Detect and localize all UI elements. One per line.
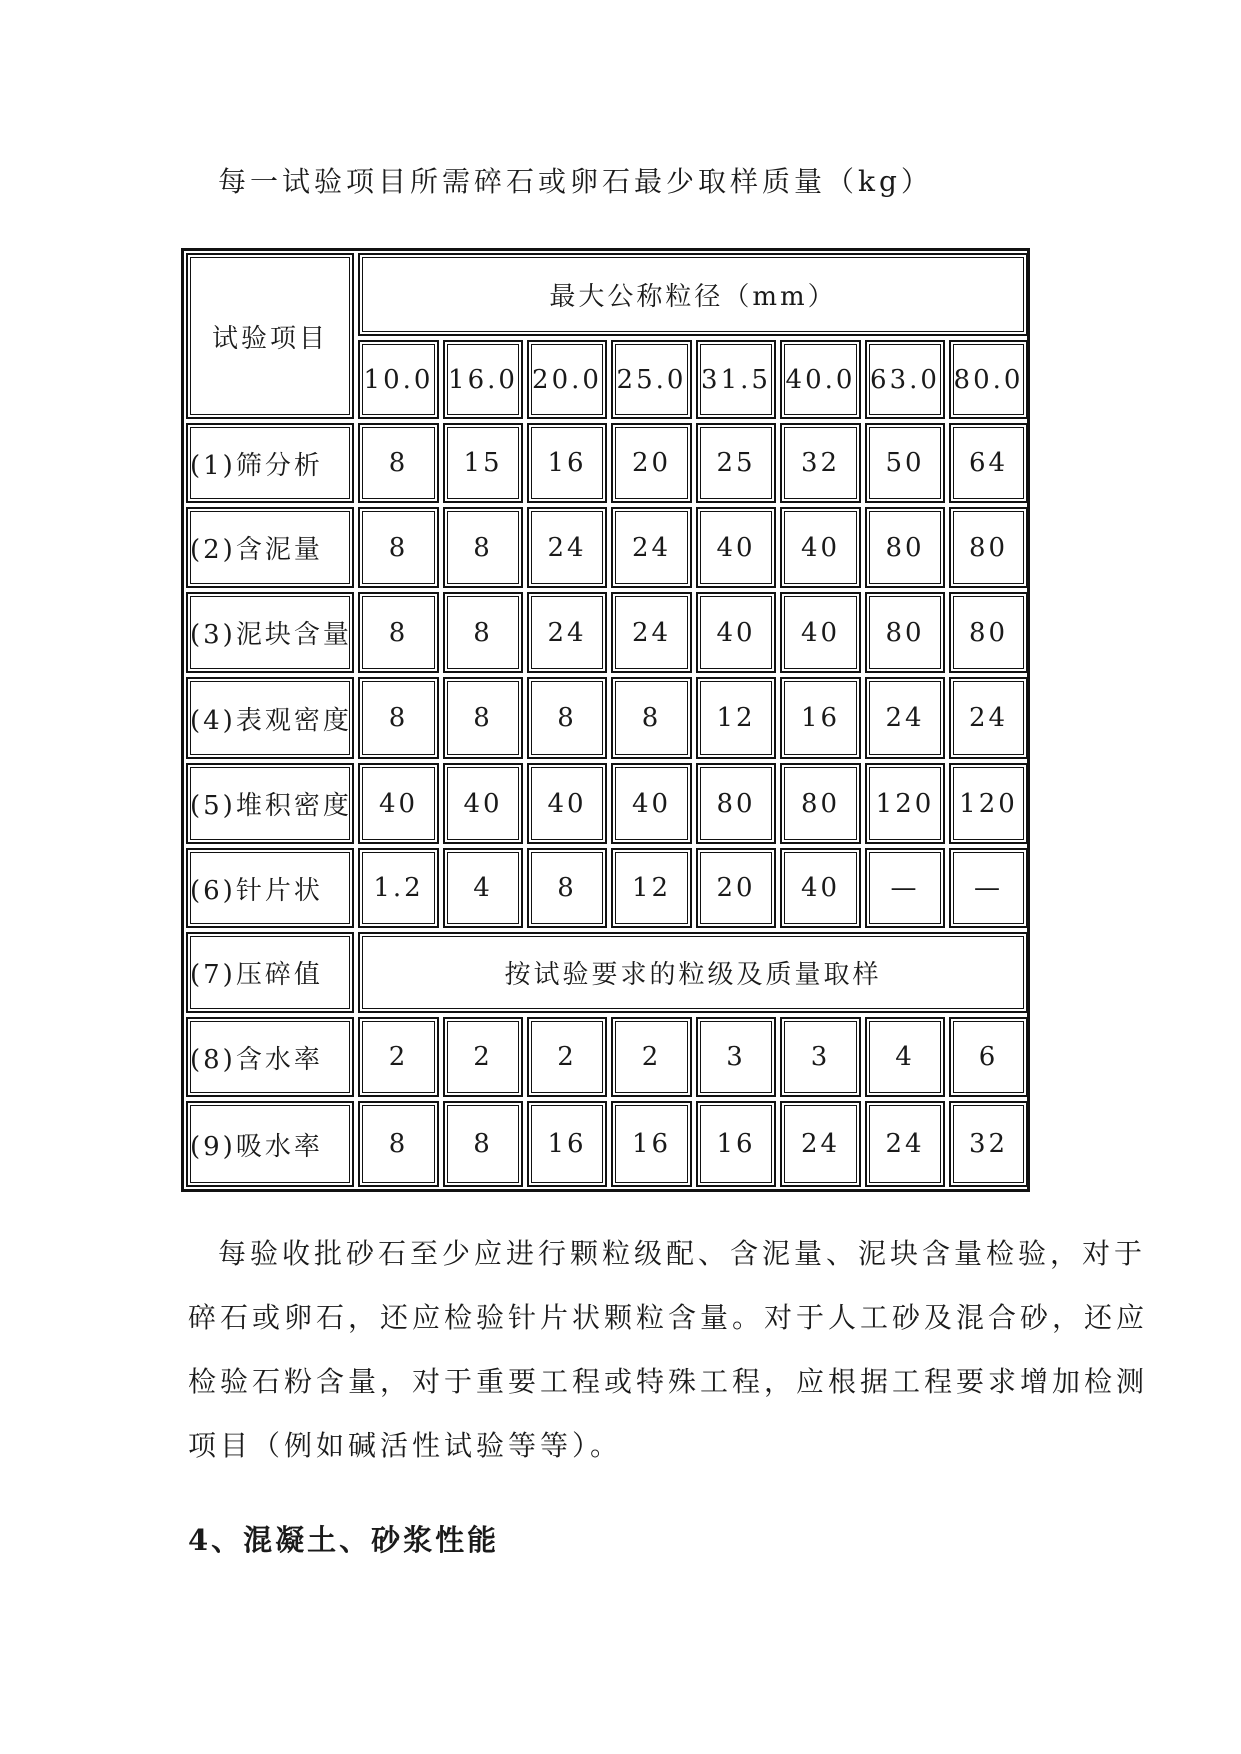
value-cell: 8 (443, 507, 523, 588)
size-cell: 80.0 (949, 340, 1028, 419)
value-cell: 80 (696, 763, 776, 844)
value-cell: 24 (865, 677, 945, 759)
value-cell: 40 (527, 763, 607, 844)
value-cell: 80 (780, 763, 861, 844)
value-cell: 24 (949, 677, 1028, 759)
value-cell: 40 (780, 592, 861, 673)
value-cell: 80 (949, 507, 1028, 588)
value-cell: 25 (696, 423, 776, 503)
value-cell: 8 (443, 1101, 523, 1187)
paragraph-line: 每验收批砂石至少应进行颗粒级配、含泥量、泥块含量检验，对于 (218, 1237, 1147, 1270)
value-cell: 64 (949, 423, 1028, 503)
row-label: (6)针片状 (186, 848, 354, 928)
value-cell: 20 (611, 423, 692, 503)
table-caption: 每一试验项目所需碎石或卵石最少取样质量（kg） (218, 165, 933, 198)
row-label: (1)筛分析 (186, 423, 354, 503)
size-cell: 20.0 (527, 340, 607, 419)
row-label: (9)吸水率 (186, 1101, 354, 1187)
value-cell: 1.2 (358, 848, 439, 928)
row-label: (3)泥块含量 (186, 592, 354, 673)
value-cell: 120 (865, 763, 945, 844)
size-cell: 10.0 (358, 340, 439, 419)
value-cell: 15 (443, 423, 523, 503)
value-cell: 4 (865, 1017, 945, 1097)
value-cell: 2 (611, 1017, 692, 1097)
value-cell: 24 (611, 507, 692, 588)
value-cell: 16 (696, 1101, 776, 1187)
value-cell: 16 (611, 1101, 692, 1187)
item-header: 试验项目 (186, 253, 354, 419)
value-cell: 40 (780, 507, 861, 588)
value-cell: 3 (696, 1017, 776, 1097)
paragraph-line: 碎石或卵石，还应检验针片状颗粒含量。对于人工砂及混合砂，还应 (188, 1301, 1149, 1334)
size-cell: 31.5 (696, 340, 776, 419)
value-cell: 2 (527, 1017, 607, 1097)
row-label: (4)表观密度 (186, 677, 354, 759)
value-cell: 50 (865, 423, 945, 503)
value-cell: 32 (949, 1101, 1028, 1187)
value-cell: 3 (780, 1017, 861, 1097)
size-cell: 16.0 (443, 340, 523, 419)
value-cell: 8 (358, 1101, 439, 1187)
value-cell: 24 (527, 507, 607, 588)
value-cell: 8 (443, 592, 523, 673)
value-cell: 2 (358, 1017, 439, 1097)
row-label: (8)含水率 (186, 1017, 354, 1097)
row-label: (7)压碎值 (186, 932, 354, 1013)
value-cell: 8 (358, 592, 439, 673)
value-cell: 16 (527, 1101, 607, 1187)
value-cell: 80 (865, 592, 945, 673)
value-cell: 120 (949, 763, 1028, 844)
section-heading: 4、混凝土、砂浆性能 (188, 1523, 500, 1557)
value-cell: 40 (443, 763, 523, 844)
size-cell: 25.0 (611, 340, 692, 419)
value-cell: 8 (527, 848, 607, 928)
value-cell: 80 (949, 592, 1028, 673)
value-cell: 80 (865, 507, 945, 588)
value-cell: 8 (358, 423, 439, 503)
value-cell: 8 (358, 677, 439, 759)
value-cell: 40 (780, 848, 861, 928)
value-cell: 40 (696, 592, 776, 673)
value-cell: 4 (443, 848, 523, 928)
value-cell: 32 (780, 423, 861, 503)
value-cell: 6 (949, 1017, 1028, 1097)
size-header: 最大公称粒径（mm） (358, 253, 1028, 336)
value-cell: 8 (611, 677, 692, 759)
value-cell: 8 (443, 677, 523, 759)
size-cell: 63.0 (865, 340, 945, 419)
value-cell: 40 (358, 763, 439, 844)
row-label: (2)含泥量 (186, 507, 354, 588)
value-cell: 20 (696, 848, 776, 928)
size-cell: 40.0 (780, 340, 861, 419)
row-label: (5)堆积密度 (186, 763, 354, 844)
value-cell: 40 (696, 507, 776, 588)
value-cell: 16 (527, 423, 607, 503)
value-cell: 24 (527, 592, 607, 673)
paragraph-line: 检验石粉含量，对于重要工程或特殊工程，应根据工程要求增加检测 (188, 1365, 1149, 1398)
sampling-mass-table (181, 248, 1030, 1192)
value-cell: 2 (443, 1017, 523, 1097)
value-cell: 8 (358, 507, 439, 588)
value-cell: — (865, 848, 945, 928)
merged-cell: 按试验要求的粒级及质量取样 (358, 932, 1028, 1013)
value-cell: — (949, 848, 1028, 928)
value-cell: 24 (865, 1101, 945, 1187)
value-cell: 40 (611, 763, 692, 844)
value-cell: 12 (611, 848, 692, 928)
value-cell: 24 (780, 1101, 861, 1187)
value-cell: 24 (611, 592, 692, 673)
value-cell: 8 (527, 677, 607, 759)
value-cell: 12 (696, 677, 776, 759)
value-cell: 16 (780, 677, 861, 759)
paragraph-line: 项目（例如碱活性试验等等）。 (188, 1429, 623, 1462)
